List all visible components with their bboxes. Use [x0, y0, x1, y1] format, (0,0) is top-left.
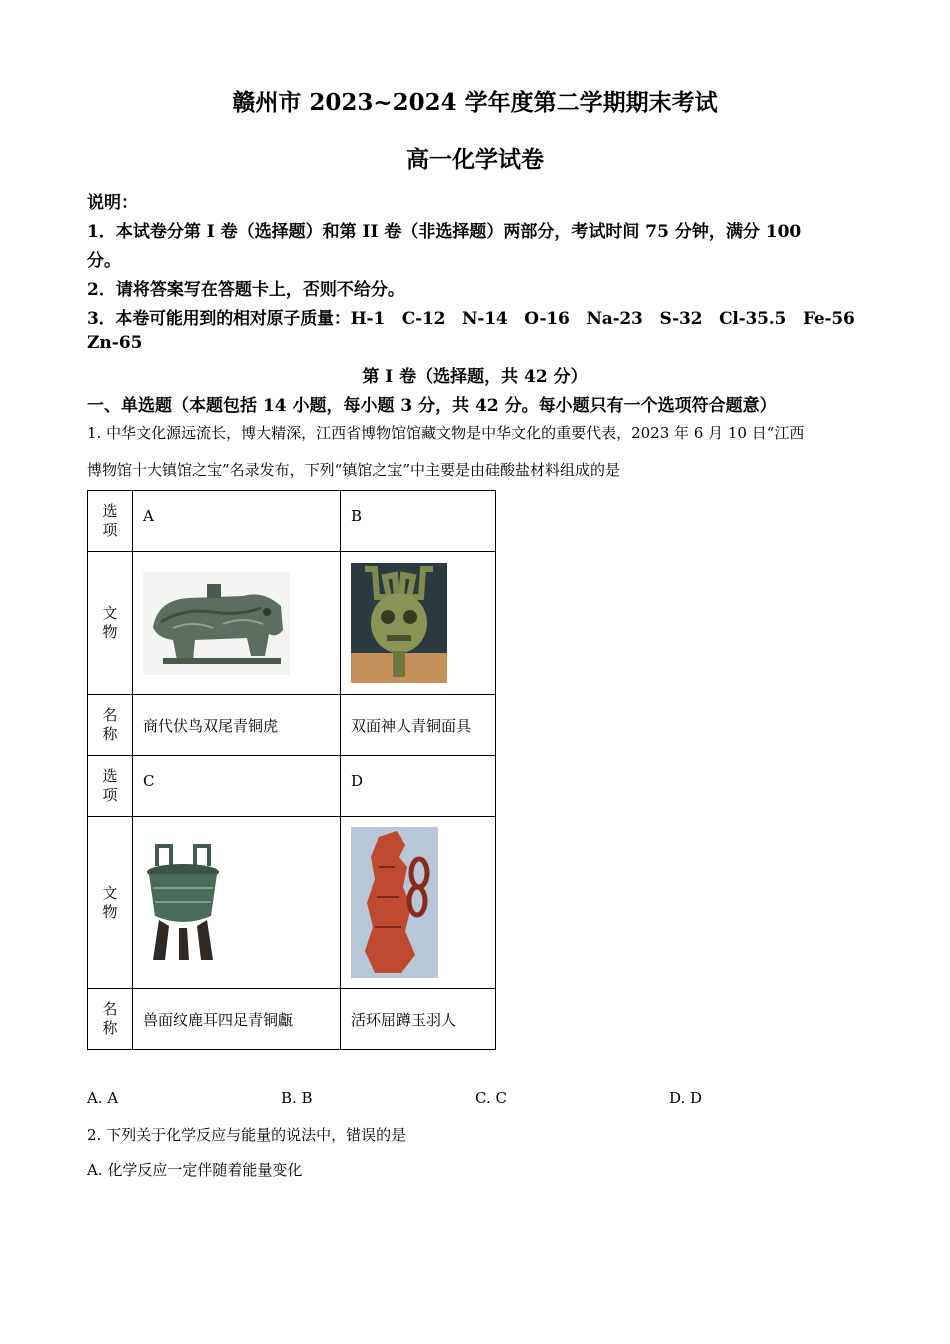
label-name-1: 名 称: [88, 695, 133, 756]
part1-heading: 第 I 卷（选择题，共 42 分）: [362, 367, 588, 387]
label-option-1: 选 项: [88, 491, 133, 552]
name-a-cell: 商代伏鸟双尾青铜虎: [133, 695, 341, 756]
jade-feathered-figure-image: [351, 827, 438, 978]
q1-stem-line1: 1. 中华文化源远流长，博大精深，江西省博物馆馆藏文物是中华文化的重要代表，2023 年 6 月 10 日“江西: [87, 424, 805, 442]
q1-choice-c[interactable]: C. C: [475, 1089, 507, 1107]
relic-d-cell: [341, 817, 496, 989]
exam-title: 赣州市 2023~2024 学年度第二学期期末考试: [232, 89, 718, 116]
relic-a-cell: [133, 552, 341, 695]
q1-choice-b[interactable]: B. B: [281, 1089, 313, 1107]
q1-choice-a[interactable]: A. A: [87, 1089, 119, 1107]
option-c-cell: C: [133, 756, 341, 817]
instruction-2: 2．请将答案写在答题卡上，否则不给分。: [87, 280, 405, 300]
bronze-tiger-image: [143, 572, 290, 675]
name-c-cell: 兽面纹鹿耳四足青铜甗: [133, 989, 341, 1050]
label-relic-2: 文 物: [88, 817, 133, 989]
bronze-yan-image: [143, 838, 223, 968]
instruction-1-cont: 分。: [87, 251, 121, 271]
instructions-heading: 说明：: [87, 193, 138, 213]
q2-stem: 2. 下列关于化学反应与能量的说法中，错误的是: [87, 1126, 407, 1144]
instruction-3: 3．本卷可能用到的相对原子质量：H-1 C-12 N-14 O-16 Na-23 S-32 Cl-35.5 Fe-56: [87, 309, 855, 329]
relic-table: [87, 490, 496, 1050]
label-name-2: 名 称: [88, 989, 133, 1050]
label-relic-1: 文 物: [88, 552, 133, 695]
relic-b-cell: [341, 552, 496, 695]
section-heading: 一、单选题（本题包括 14 小题，每小题 3 分，共 42 分。每小题只有一个选项符合题意）: [87, 396, 777, 416]
instruction-3-cont: Zn-65: [87, 333, 143, 353]
exam-subtitle: 高一化学试卷: [406, 146, 544, 173]
bronze-mask-image: [351, 563, 447, 683]
instruction-1: 1．本试卷分第 I 卷（选择题）和第 II 卷（非选择题）两部分，考试时间 75 分钟，满分 100: [87, 222, 802, 242]
q1-stem-line2: 博物馆十大镇馆之宝”名录发布，下列“镇馆之宝”中主要是由硅酸盐材料组成的是: [87, 461, 621, 479]
option-d-cell: D: [341, 756, 496, 817]
q1-choice-d[interactable]: D. D: [669, 1089, 703, 1107]
name-b-cell: 双面神人青铜面具: [341, 695, 496, 756]
relic-c-cell: [133, 817, 341, 989]
option-b-cell: B: [341, 491, 496, 552]
q2-choice-a[interactable]: A. 化学反应一定伴随着能量变化: [87, 1161, 303, 1179]
option-a-cell: A: [133, 491, 341, 552]
name-d-cell: 活环屈蹲玉羽人: [341, 989, 496, 1050]
label-option-2: 选 项: [88, 756, 133, 817]
